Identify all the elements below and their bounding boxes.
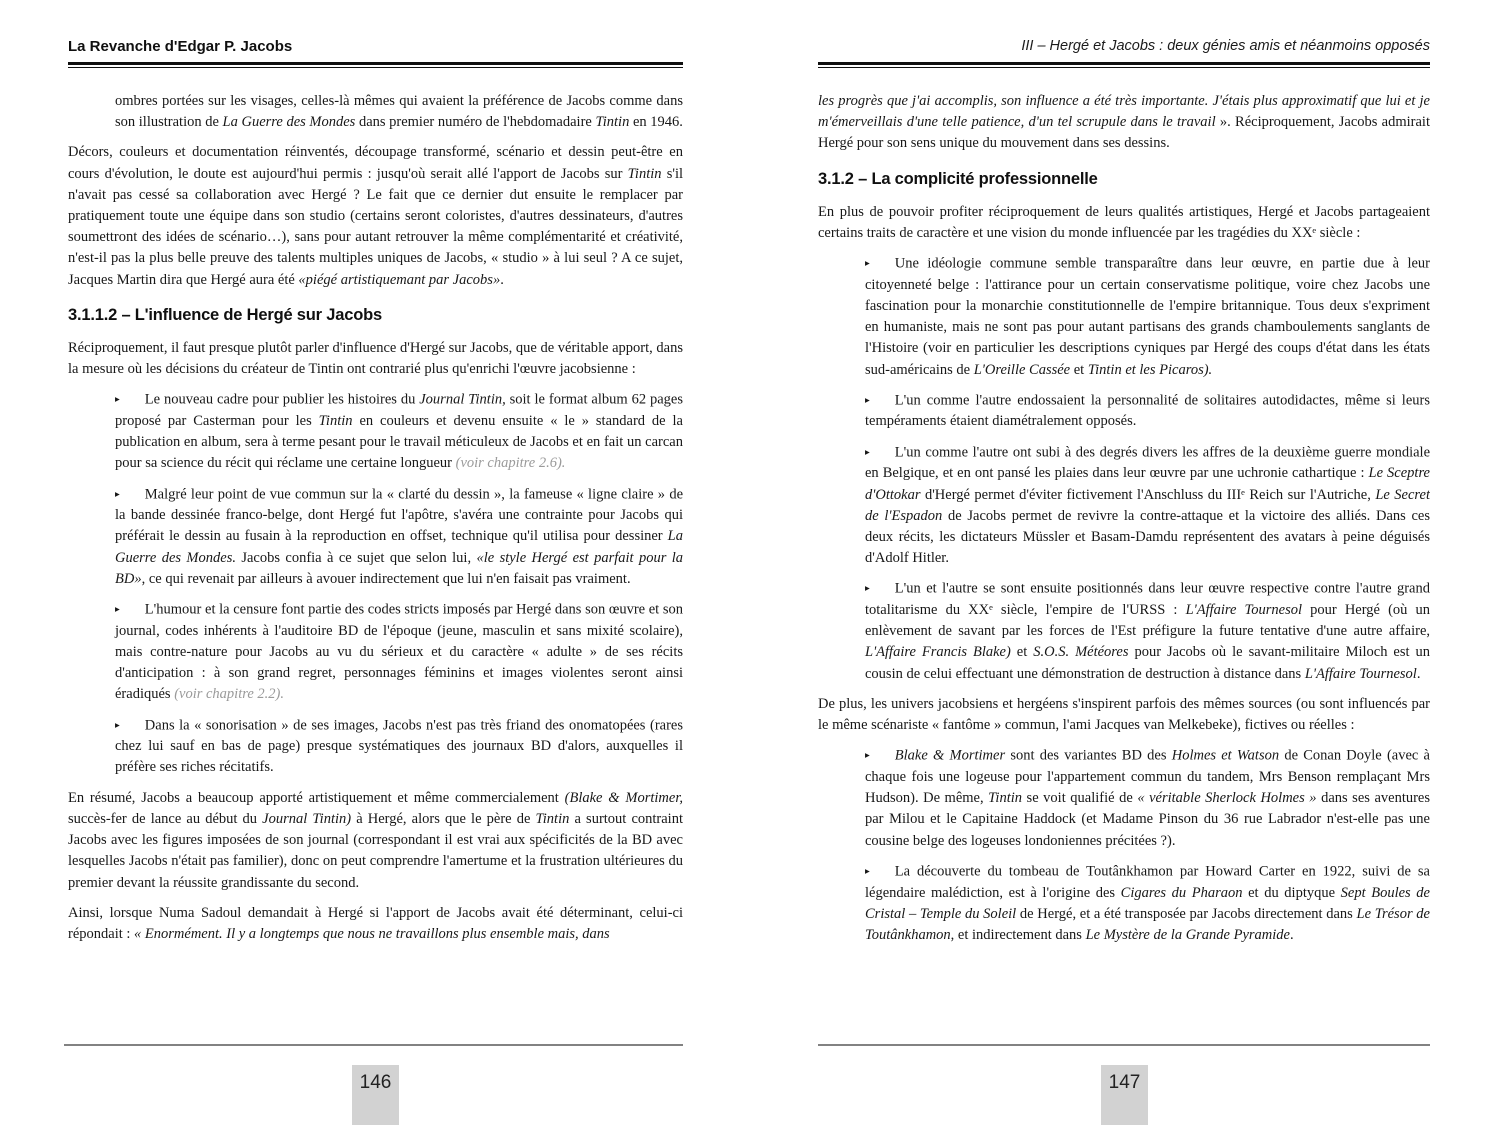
paragraph: Réciproquement, il faut presque plutôt parler d'influence d'Hergé sur Jacobs, que de véritable apport, dans la mesure où les décisions du créateur de Tintin ont contrarié plus qu'enrichi l'œuvre jacobsienne :: [68, 339, 683, 378]
left-page-content: [68, 91, 683, 1039]
bullet-item: ▸ L'un et l'autre se sont ensuite positionnés dans leur œuvre respective contre l'autre grand totalitarisme du XXᵉ siècle, l'empire de l'URSS : L'Affaire Tournesol pour Hergé (où un enlèvement de savant par les forces de l'Est préfigure la future tentative d'une autre affaire, L'Affaire Francis Blake) et S.O.S. Météores pour Jacobs où le savant-militaire Miloch est un cousin de celui effectuant une démonstration de destruction à distance dans L'Affaire Tournesol.: [865, 580, 1430, 682]
paragraph: En plus de pouvoir profiter réciproquement de leurs qualités artistiques, Hergé et Jacobs partageaient certains traits de caractère et une vision du monde influencée par les tragédies du XXᵉ siècle :: [818, 203, 1430, 241]
right-page-content: [818, 91, 1430, 1039]
bullet-triangle-icon: ▸: [115, 488, 120, 500]
bullet-item: ▸ L'un comme l'autre ont subi à des degrés divers les affres de la deuxième guerre mondiale en Belgique, et en ont pansé les plaies dans leur œuvre par une uchronie cathartique : Le Sceptre d'Ottokar d'Hergé permet d'éviter fictivement l'Anschluss du IIIᵉ Reich sur l'Autriche, Le Secret de l'Espadon de Jacobs permet de revivre la contre-attaque et la victoire des alliés. Dans ces deux récits, les dictateurs Müssler et Basam-Damdu représentent des avatars à peine déguisés d'Adolf Hitler.: [865, 444, 1430, 567]
bullet-item: ▸ Dans la « sonorisation » de ses images, Jacobs n'est pas très friand des onomatopées (rares chez lui sauf en bas de page) presque systématiques des journaux BD d'alors, auxquelles il préfère ses riches récitatifs.: [115, 717, 683, 776]
header-rule-thin: [68, 67, 683, 68]
header-rule-thick: [818, 62, 1430, 65]
header-rule-thin: [818, 67, 1430, 68]
right-running-header: III – Hergé et Jacobs : deux génies amis et néanmoins opposés: [1021, 38, 1430, 54]
bullet-item: ▸ Une idéologie commune semble transparaître dans leur œuvre, en partie due à leur citoyenneté belge : l'attirance pour un certain conservatisme politique, voire chez Jacobs une fascination pour la monarchie constitutionnelle de l'empire britannique. Tous deux s'expriment en humaniste, mais ne sont pas pour autant partisans des grands chamboulements sanglants de l'Histoire (voir en particulier les descriptions cyniques par Hergé des coups d'état dans les états sud-américains de L'Oreille Cassée et Tintin et les Picaros).: [865, 255, 1430, 378]
bullet-item: ▸ L'humour et la censure font partie des codes stricts imposés par Hergé dans son œuvre et son journal, codes inhérents à l'auditoire BD de l'époque (jeune, masculin et sans mixité scolaire), mais contre-nature pour Jacobs au vu du sérieux et du caractère « adulte » de ses récits d'anticipation : à son grand regret, personnages féminins et images violentes seront ainsi éradiqués (voir chapitre 2.2).: [115, 601, 683, 703]
bullet-triangle-icon: ▸: [865, 865, 870, 877]
left-page-number: 146: [352, 1065, 399, 1125]
bullet-item: ▸ Malgré leur point de vue commun sur la « clarté du dessin », la fameuse « ligne claire » de la bande dessinée franco-belge, dont Hergé fut l'apôtre, s'avéra une contrainte pour Jacobs qui préférait le dessin au fusain à la reproduction en offset, technique qu'il utilisa pour dessiner La Guerre des Mondes. Jacobs confia à ce sujet que selon lui, «le style Hergé est parfait pour la BD», ce qui revenait par ailleurs à avouer indirectement que lui n'en faisait pas vraiment.: [115, 486, 683, 587]
bullet-triangle-icon: ▸: [865, 446, 870, 458]
bullet-triangle-icon: ▸: [115, 394, 120, 406]
left-footer-rule: [64, 1044, 683, 1046]
left-running-header: La Revanche d'Edgar P. Jacobs: [68, 38, 293, 55]
bullet-triangle-icon: ▸: [865, 750, 870, 762]
paragraph: les progrès que j'ai accomplis, son influence a été très importante. J'étais plus approximatif que lui et je m'émerveillais d'une telle patience, d'un tel scrupule dans le travail ». Réciproquement, Jacobs admirait Hergé pour son sens unique du mouvement dans ses dessins.: [818, 93, 1430, 152]
bullet-item: ▸ Le nouveau cadre pour publier les histoires du Journal Tintin, soit le format album 62 pages proposé par Casterman pour les Tintin en couleurs et devenu ensuite « le » standard de la publication en album, sera à terme pesant pour le travail méticuleux de Jacobs et en fait un carcan pour sa science du récit qui réclame une certaine longueur (voir chapitre 2.6).: [115, 391, 683, 472]
bullet-triangle-icon: ▸: [865, 258, 870, 270]
bullet-item: ▸ L'un comme l'autre endossaient la personnalité de solitaires autodidactes, même si leurs tempéraments étaient diamétralement opposés.: [865, 392, 1430, 430]
paragraph: Décors, couleurs et documentation réinventés, découpage transformé, scénario et dessin peut-être en cours d'évolution, le doute est aujourd'hui permis : jusqu'où serait allé l'apport de Jacobs sur Tintin s'il n'avait pas cessé sa collaboration avec Hergé ? Le fait que ce dernier dut ensuite le remplacer par pratiquement toute une équipe dans son studio (certains seront coloristes, d'autres dessinateurs, d'autres soumettront des idées de scénario…), sans pour autant retrouver la même complémentarité et créativité, n'est-il pas la plus belle preuve des talents multiples uniques de Jacobs, « studio » à lui seul ? A ce sujet, Jacques Martin dira que Hergé aura été «piégé artistiquemant par Jacobs».: [68, 144, 683, 288]
paragraph: ombres portées sur les visages, celles-là mêmes qui avaient la préférence de Jacobs comme dans son illustration de La Guerre des Mondes dans premier numéro de l'hebdomadaire Tintin en 1946.: [115, 93, 683, 131]
header-rule-thick: [68, 62, 683, 65]
right-page-number: 147: [1101, 1065, 1148, 1125]
paragraph: En résumé, Jacobs a beaucoup apporté artistiquement et même commercialement (Blake & Mortimer, succès-fer de lance au début du Journal Tintin) à Hergé, alors que le père de Tintin a surtout contraint Jacobs avec les figures imposées de son journal (correspondant il est vrai aux spécificités de la BD avec lesquelles Jacobs n'était pas familier), donc on peut comprendre l'amertume et la frustration ultérieures du premier devant la réussite grandissante du second.: [68, 789, 683, 891]
right-page: [818, 0, 1430, 1039]
bullet-triangle-icon: ▸: [115, 719, 120, 731]
bullet-triangle-icon: ▸: [115, 604, 120, 616]
bullet-triangle-icon: ▸: [865, 583, 870, 595]
bullet-item: ▸ La découverte du tombeau de Toutânkhamon par Howard Carter en 1922, suivi de sa légendaire malédiction, est à l'origine des Cigares du Pharaon et du diptyque Sept Boules de Cristal – Temple du Soleil de Hergé, et a été transposée par Jacobs directement dans Le Trésor de Toutânkhamon, et indirectement dans Le Mystère de la Grande Pyramide.: [865, 863, 1430, 943]
bullet-item: ▸ Blake & Mortimer sont des variantes BD des Holmes et Watson de Conan Doyle (avec à chaque fois une logeuse pour l'appartement commun du tandem, Mrs Benson remplaçant Mrs Hudson). De même, Tintin se voit qualifié de « véritable Sherlock Holmes » dans ses aventures par Milou et le Capitaine Haddock (et Madame Pinson du 36 rue Labrador n'est-elle pas une cousine belge des logeuses londoniennes précitées ?).: [865, 747, 1430, 849]
bullet-triangle-icon: ▸: [865, 394, 870, 406]
left-page: [68, 0, 683, 1039]
paragraph: Ainsi, lorsque Numa Sadoul demandait à Hergé si l'apport de Jacobs avait été déterminant, celui-ci répondait : « Enormément. Il y a longtemps que nous ne travaillons plus ensemble mais, dans: [68, 904, 683, 942]
section-heading: 3.1.2 – La complicité professionnelle: [818, 169, 1098, 188]
right-footer-rule: [818, 1044, 1430, 1046]
paragraph: De plus, les univers jacobsiens et hergéens s'inspirent parfois des mêmes sources (ou sont influencés par le même scénariste « fantôme » commun, l'ami Jacques van Melkebeke), fictives ou réelles :: [818, 695, 1430, 734]
section-heading: 3.1.1.2 – L'influence de Hergé sur Jacobs: [68, 305, 382, 324]
